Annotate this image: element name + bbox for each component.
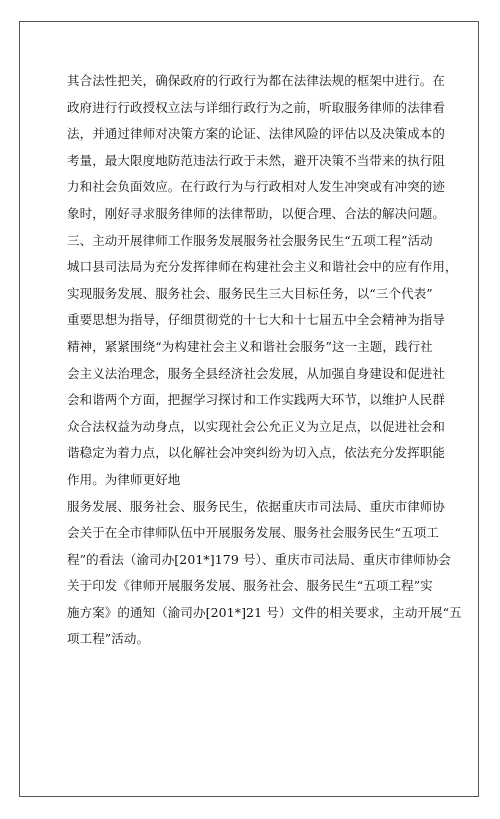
text-line: 重要思想为指导，仔细贯彻党的十七大和十七届五中全会精神为指导	[67, 312, 446, 328]
text-line: 法，并通过律师对决策方案的论证、法律风险的评估以及决策成本的	[67, 126, 446, 142]
section-heading: 三、主动开展律师工作服务发展服务社会服务民生“五项工程”活动	[67, 232, 433, 248]
text-line: 政府进行行政授权立法与详细行政行为之前，听取服务律师的法律看	[67, 99, 446, 115]
text-line: 力和社会负面效应。在行政行为与行政相对人发生冲突或有冲突的迹	[67, 179, 446, 195]
text-line: 项工程”活动。	[67, 631, 150, 647]
text-line: 谐稳定为着力点，以化解社会冲突纠纷为切入点，依法充分发挥职能	[67, 445, 446, 461]
text-line: 考量，最大限度地防范违法行政于未然，避开决策不当带来的执行阻	[67, 152, 446, 168]
text-line: 会和谐两个方面，把握学习探讨和工作实践两大环节，以维护人民群	[67, 392, 446, 408]
text-line: 关于印发《律师开展服务发展、服务社会、服务民生“五项工程”实	[67, 578, 433, 594]
text-line: 服务发展、服务社会、服务民生，依据重庆市司法局、重庆市律师协	[67, 498, 446, 514]
text-line: 程”的看法（渝司办[201*]179 号）、重庆市司法局、重庆市律师协会	[67, 551, 451, 567]
text-line: 其合法性把关，确保政府的行政行为都在法律法规的框架中进行。在	[67, 73, 446, 88]
text-line: 众合法权益为动身点，以实现社会公允正义为立足点，以促进社会和	[67, 418, 446, 434]
text-line: 会主义法治理念，服务全县经济社会发展，从加强自身建设和促进社	[67, 365, 446, 381]
text-line: 施方案》的通知（渝司办[201*]21 号）文件的相关要求，主动开展“五	[67, 604, 462, 620]
text-line: 实现服务发展、服务社会、服务民生三大目标任务，以“三个代表”	[67, 285, 433, 301]
document-body	[67, 68, 462, 653]
text-line: 象时，刚好寻求服务律师的法律帮助，以便合理、合法的解决问题。	[67, 205, 446, 221]
text-line: 城口县司法局为充分发挥律师在构建社会主义和谐社会中的应有作用，	[67, 259, 458, 275]
text-line: 精神，紧紧围绕“为构建社会主义和谐社会服务”这一主题，践行社	[67, 338, 433, 354]
text-line: 作用。为律师更好地	[67, 471, 181, 487]
text-line: 会关于在全市律师队伍中开展服务发展、服务社会服务民生“五项工	[67, 525, 439, 541]
